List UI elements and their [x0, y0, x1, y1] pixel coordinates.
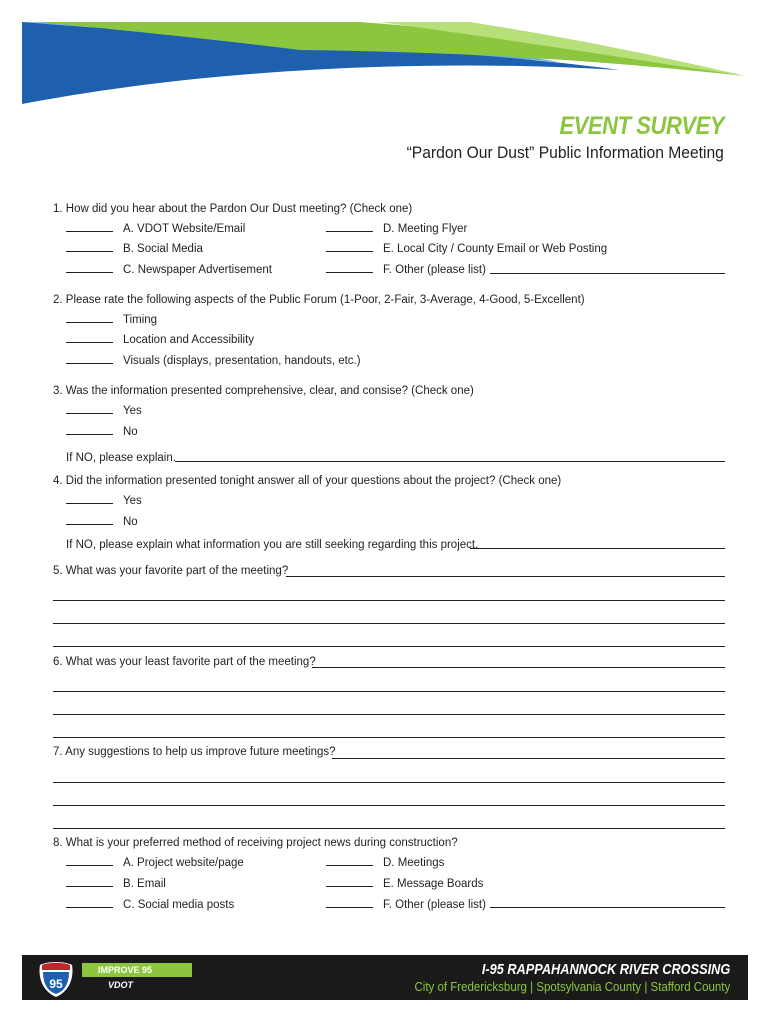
q8-option-f[interactable]: [326, 899, 486, 911]
checkbox-line[interactable]: [326, 885, 373, 887]
option-label: D. Meeting Flyer: [383, 223, 468, 235]
option-label: Yes: [123, 405, 142, 417]
q1-option-a[interactable]: [66, 223, 245, 235]
q8-option-c[interactable]: [66, 899, 234, 911]
rating-line[interactable]: [66, 321, 113, 323]
survey-subtitle: “Pardon Our Dust” Public Information Meeting: [406, 143, 724, 162]
question-4: 4. Did the information presented tonight answer all of your questions about the project? (Check one): [53, 475, 562, 487]
interstate-shield-icon: [36, 959, 76, 999]
q1-option-b[interactable]: [66, 243, 203, 255]
checkbox-line[interactable]: [66, 271, 113, 273]
q8-option-b[interactable]: [66, 878, 166, 890]
q6-answer-line[interactable]: [53, 737, 725, 738]
question-8: 8. What is your preferred method of receiving project news during construction?: [53, 837, 458, 849]
question-6: 6. What was your least favorite part of the meeting?: [53, 656, 316, 668]
q6-answer-line[interactable]: [53, 691, 725, 692]
rating-line[interactable]: [66, 341, 113, 343]
q5-answer-line[interactable]: [53, 646, 725, 647]
q7-answer-line[interactable]: [53, 782, 725, 783]
q7-answer-line[interactable]: [53, 828, 725, 829]
q3-option-no[interactable]: [66, 426, 138, 438]
question-3: 3. Was the information presented comprehensive, clear, and consise? (Check one): [53, 385, 474, 397]
q1-option-c[interactable]: [66, 264, 272, 276]
q1-other-input-line[interactable]: [490, 273, 725, 274]
checkbox-line[interactable]: [66, 906, 113, 908]
item-label: Timing: [123, 314, 158, 326]
q5-answer-line[interactable]: [286, 576, 725, 577]
option-label: F. Other (please list): [383, 899, 486, 911]
q5-answer-line[interactable]: [53, 600, 725, 601]
q3-option-yes[interactable]: [66, 405, 142, 417]
q6-answer-line[interactable]: [53, 714, 725, 715]
checkbox-line[interactable]: [66, 412, 113, 414]
q2-item-location[interactable]: [66, 334, 254, 346]
option-label: No: [123, 516, 138, 528]
q2-item-timing[interactable]: [66, 314, 157, 326]
question-5: 5. What was your favorite part of the meeting?: [53, 565, 289, 577]
q3-explain-input-line[interactable]: [175, 461, 725, 462]
option-label: No: [123, 426, 138, 438]
q8-other-input-line[interactable]: [490, 907, 725, 908]
q1-option-d[interactable]: [326, 223, 467, 235]
option-label: C. Newspaper Advertisement: [123, 264, 272, 276]
q7-answer-line[interactable]: [332, 758, 725, 759]
q4-explain-input-line[interactable]: [470, 548, 725, 549]
checkbox-line[interactable]: [326, 906, 373, 908]
option-label: E. Message Boards: [383, 878, 484, 890]
q3-followup: If NO, please explain.: [66, 452, 176, 464]
q7-answer-line[interactable]: [53, 805, 725, 806]
checkbox-line[interactable]: [66, 230, 113, 232]
checkbox-line[interactable]: [66, 433, 113, 435]
q1-option-e[interactable]: [326, 243, 607, 255]
q2-item-visuals[interactable]: [66, 355, 361, 367]
option-label: B. Social Media: [123, 243, 203, 255]
checkbox-line[interactable]: [66, 250, 113, 252]
q8-option-a[interactable]: [66, 857, 244, 869]
q1-option-f[interactable]: [326, 264, 486, 276]
option-label: A. Project website/page: [123, 857, 244, 869]
q8-option-d[interactable]: [326, 857, 444, 869]
option-label: B. Email: [123, 878, 166, 890]
project-title: I-95 RAPPAHANNOCK RIVER CROSSING: [481, 961, 730, 978]
improve-95-logo: IMPROVE 95: [82, 963, 192, 977]
q4-followup: If NO, please explain what information you are still seeking regarding this project.: [66, 539, 479, 551]
checkbox-line[interactable]: [326, 250, 373, 252]
q4-option-no[interactable]: [66, 516, 138, 528]
q8-option-e[interactable]: [326, 878, 483, 890]
option-label: F. Other (please list): [383, 264, 486, 276]
item-label: Location and Accessibility: [123, 334, 255, 346]
footer-banner: [22, 955, 748, 1000]
vdot-logo: VDOT: [108, 980, 134, 990]
survey-title: EVENT SURVEY: [559, 112, 724, 140]
q5-answer-line[interactable]: [53, 623, 725, 624]
q6-answer-line[interactable]: [312, 667, 725, 668]
option-label: A. VDOT Website/Email: [123, 223, 246, 235]
option-label: Yes: [123, 495, 142, 507]
shield-number: 95: [49, 977, 63, 991]
checkbox-line[interactable]: [326, 230, 373, 232]
question-7: 7. Any suggestions to help us improve future meetings?: [53, 746, 336, 758]
header-swoosh-graphic: [0, 0, 770, 110]
option-label: D. Meetings: [383, 857, 445, 869]
option-label: C. Social media posts: [123, 899, 235, 911]
question-1: 1. How did you hear about the Pardon Our Dust meeting? (Check one): [53, 203, 413, 215]
checkbox-line[interactable]: [326, 271, 373, 273]
checkbox-line[interactable]: [326, 864, 373, 866]
checkbox-line[interactable]: [66, 523, 113, 525]
q4-option-yes[interactable]: [66, 495, 142, 507]
checkbox-line[interactable]: [66, 502, 113, 504]
checkbox-line[interactable]: [66, 864, 113, 866]
checkbox-line[interactable]: [66, 885, 113, 887]
localities: City of Fredericksburg | Spotsylvania County | Stafford County: [414, 980, 730, 994]
option-label: E. Local City / County Email or Web Posting: [383, 243, 608, 255]
rating-line[interactable]: [66, 362, 113, 364]
item-label: Visuals (displays, presentation, handouts, etc.): [123, 355, 361, 367]
question-2: 2. Please rate the following aspects of the Public Forum (1-Poor, 2-Fair, 3-Average, 4-Good, 5-Excellent): [53, 294, 585, 306]
